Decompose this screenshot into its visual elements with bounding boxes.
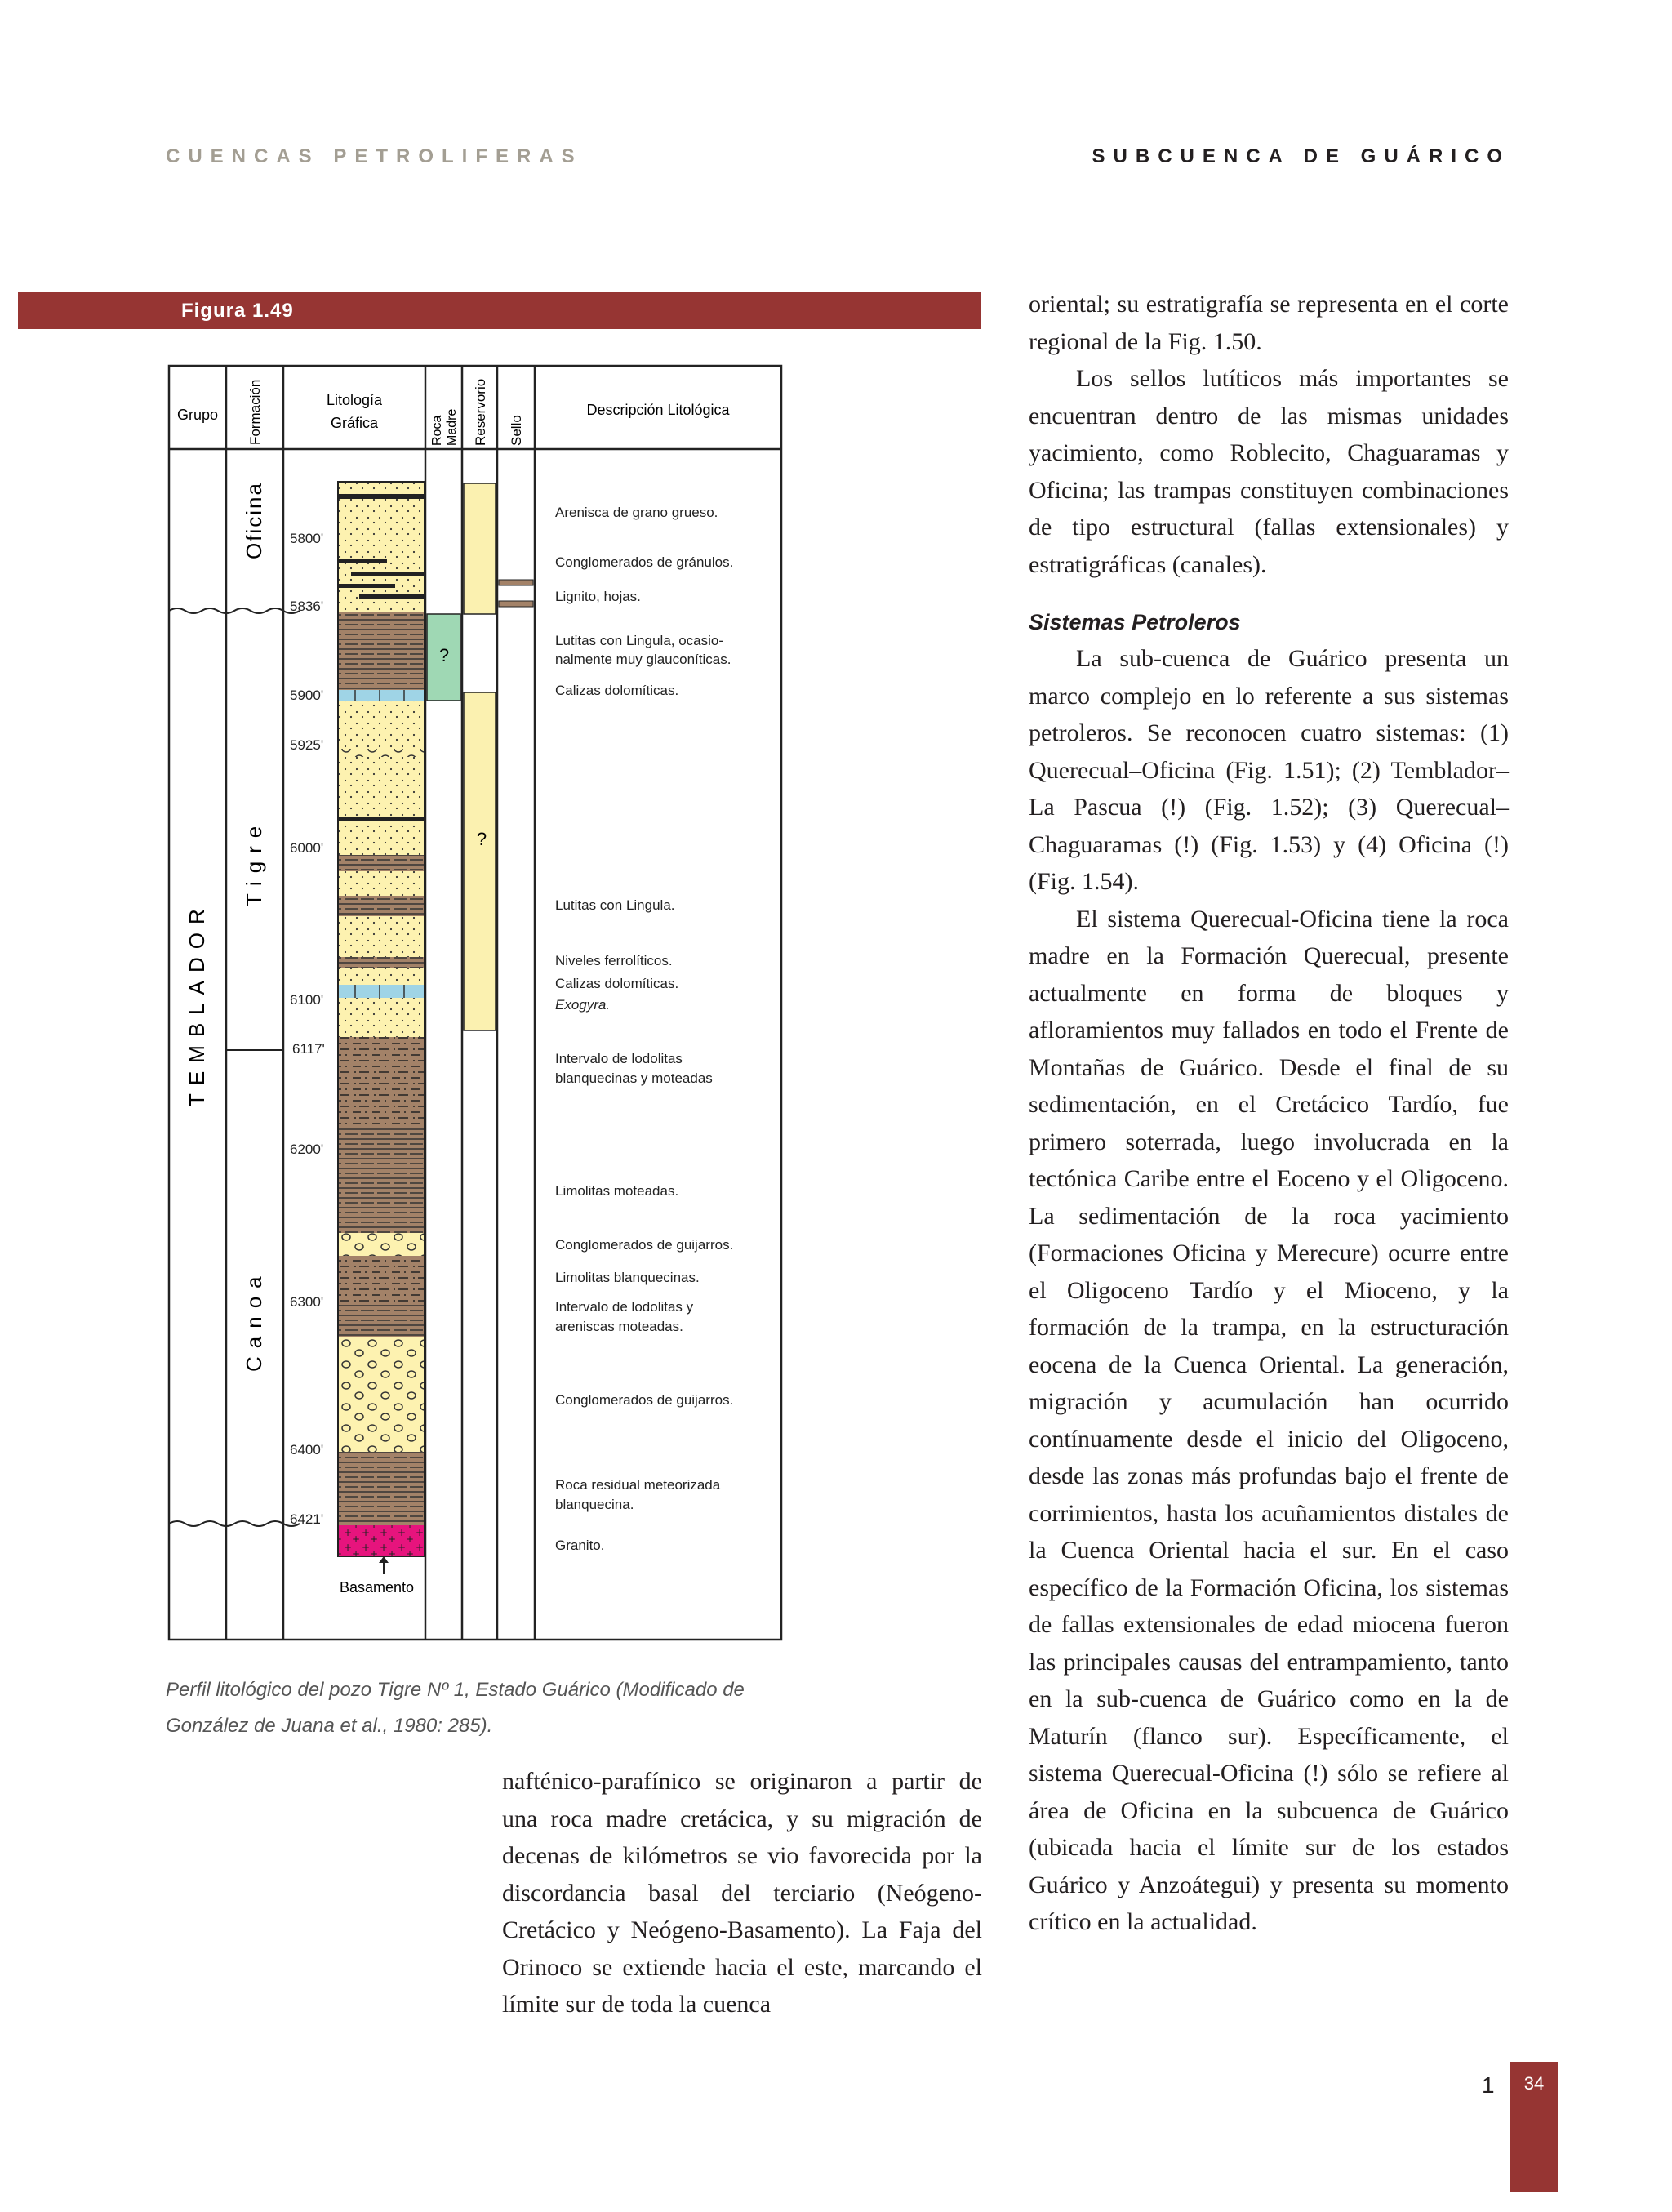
paragraph: oriental; su estratigrafía se representa en el corte regional de la Fig. 1.50. — [1029, 291, 1509, 355]
header-madre: Madre — [445, 408, 459, 446]
page-number-tab — [1510, 2062, 1558, 2192]
description-item: Roca residual meteorizada — [555, 1477, 721, 1493]
header-grafica: Gráfica — [330, 415, 379, 431]
text-column-middle — [502, 1763, 982, 2023]
header-grupo: Grupo — [176, 407, 219, 423]
description-item: Lutitas con Lingula. — [555, 897, 675, 913]
lithology-column — [338, 482, 425, 1556]
depth-label: 5900' — [290, 688, 324, 703]
sello-interval — [499, 601, 533, 607]
description-item: Limolitas moteadas. — [555, 1183, 679, 1199]
header-reservorio: Reservorio — [473, 378, 488, 446]
depth-label: 6000' — [290, 840, 324, 856]
description-item: Intervalo de lodolitas — [555, 1051, 683, 1066]
description-item: Lutitas con Lingula, ocasio- — [555, 633, 724, 648]
description-item: Granito. — [555, 1538, 605, 1553]
header-formacion: Formación — [247, 379, 263, 445]
description-item: Conglomerados de guijarros. — [555, 1392, 734, 1408]
formacion-tigre: Tigre — [242, 817, 266, 906]
description-item: blanquecinas y moteadas — [555, 1070, 713, 1086]
text-column-right — [1029, 286, 1509, 1941]
header-sello: Sello — [509, 415, 524, 446]
description-item: Calizas dolomíticas. — [555, 976, 679, 991]
depth-label: 6421' — [290, 1511, 324, 1527]
sello-interval — [499, 580, 533, 585]
depth-label: 6300' — [290, 1294, 324, 1310]
page-number: 34 — [1523, 2073, 1545, 2094]
description-item: Calizas dolomíticas. — [555, 683, 679, 698]
description-item: nalmente muy glauconíticas. — [555, 652, 732, 667]
paragraph: La sub-cuenca de Guárico presenta un marco complejo en lo referente a sus sistemas petroleros. Se reconocen cuatro sistemas: (1) Querecual–Oficina (Fig. 1.51); (2) Temblador–La Pascua (!) (Fig. 1.52); (3) Querecual–Chaguaramas (!) (Fig. 1.53) y (4) Oficina (!) (Fig. 1.54). — [1029, 645, 1509, 895]
running-header-left: CUENCAS PETROLIFERAS — [166, 145, 583, 167]
header-descripcion: Descripción Litológica — [586, 402, 730, 418]
depth-label: 6100' — [290, 992, 324, 1008]
reservorio-interval — [464, 483, 496, 614]
grupo-temblador: TEMBLADOR — [185, 901, 209, 1106]
paragraph: El sistema Querecual-Oficina tiene la roca madre en la Formación Querecual, presente actualmente en forma de bloques y afloramientos muy fallados en todo el Frente de Montañas de Guárico. Desde el final de su sedimentación, en el Cretácico Tardío, fue primero soterrada, luego involucrada en la tectónica Caribe entre el Eoceno y el Oligoceno. La sedimentación de la roca yacimiento (Formaciones Oficina y Merecure) ocurre entre el Oligoceno Tardío y el Mioceno, y la formación de la trampa, en la estructuración eocena de la Cuenca Oriental. La generación, migración y acumulación han ocurrido contínuamente desde el inicio del Oligoceno, desde las zonas más profundas bajo el frente de corrimientos, hasta los acuñamientos distales de la Cuenca Oriental hacia el sur. En el caso específico de la Formación Oficina, los sistemas de fallas extensionales de edad miocena fueron las principales causas del entrampamiento, tanto en la sub-cuenca de Guárico como en la de Maturín (flanco sur). Específicamente, el sistema Querecual-Oficina (!) sólo se refiere al área de Oficina en la subcuenca de Guárico (ubicada hacia el límite sur de los estados Guárico y Anzoátegui) y presenta su momento crítico en la actualidad. — [1029, 905, 1509, 1935]
depth-label: 5836' — [290, 599, 324, 614]
running-header-right: SUBCUENCA DE GUÁRICO — [1092, 145, 1510, 167]
formacion-canoa: Canoa — [242, 1268, 266, 1372]
description-item: Exogyra. — [555, 997, 611, 1013]
description-item: blanquecina. — [555, 1497, 634, 1512]
figure-label: Figura 1.49 — [181, 300, 294, 322]
depth-label: 5925' — [290, 737, 324, 753]
description-item: Limolitas blanquecinas. — [555, 1270, 700, 1285]
description-item: areniscas moteadas. — [555, 1319, 683, 1334]
description-item: Lignito, hojas. — [555, 589, 641, 604]
depth-label: 6400' — [290, 1442, 324, 1458]
section-heading: Sistemas Petroleros — [1029, 610, 1241, 634]
description-item: Intervalo de lodolitas y — [555, 1299, 694, 1315]
header-litologia: Litología — [326, 392, 383, 408]
paragraph: nafténico-parafínico se originaron a partir de una roca madre cretácica, y su migración de decenas de kilómetros se vio favorecida por la discordancia basal del terciario (Neógeno-Cretácico y Neógeno-Basamento). La Faja del Orinoco se extiende hacia el este, marcando el límite sur de toda la cuenca — [502, 1768, 982, 2018]
figure-caption: Perfil litológico del pozo Tigre Nº 1, Estado Guárico (Modificado de González de Juana et al., 1980: 285). — [166, 1679, 745, 1737]
depth-label: 5800' — [290, 531, 324, 546]
description-item: Conglomerados de gránulos. — [555, 554, 734, 570]
depth-label: 6117' — [292, 1041, 325, 1057]
description-item: Conglomerados de guijarros. — [555, 1237, 734, 1253]
formacion-oficina: Oficina — [242, 482, 266, 559]
paragraph: Los sellos lutíticos más importantes se encuentran dentro de las mismas unidades yacimiento, como Roblecito, Chaguaramas y Oficina; las trampas constituyen combinaciones de tipo estructural (fallas extensionales) y estratigráficas (canales). — [1029, 365, 1509, 578]
question-mark: ? — [476, 829, 487, 849]
stratigraphic-column-figure — [0, 343, 816, 1649]
description-item: Niveles ferrolíticos. — [555, 953, 673, 968]
depth-label: 6200' — [290, 1142, 324, 1157]
header-roca: Roca — [430, 415, 444, 446]
basamento-label: Basamento — [340, 1579, 415, 1596]
question-mark: ? — [438, 645, 450, 665]
figure-title-bar — [18, 292, 981, 329]
chapter-number: 1 — [1482, 2072, 1495, 2098]
description-item: Arenisca de grano grueso. — [555, 505, 718, 520]
reservorio-interval — [464, 692, 496, 1030]
